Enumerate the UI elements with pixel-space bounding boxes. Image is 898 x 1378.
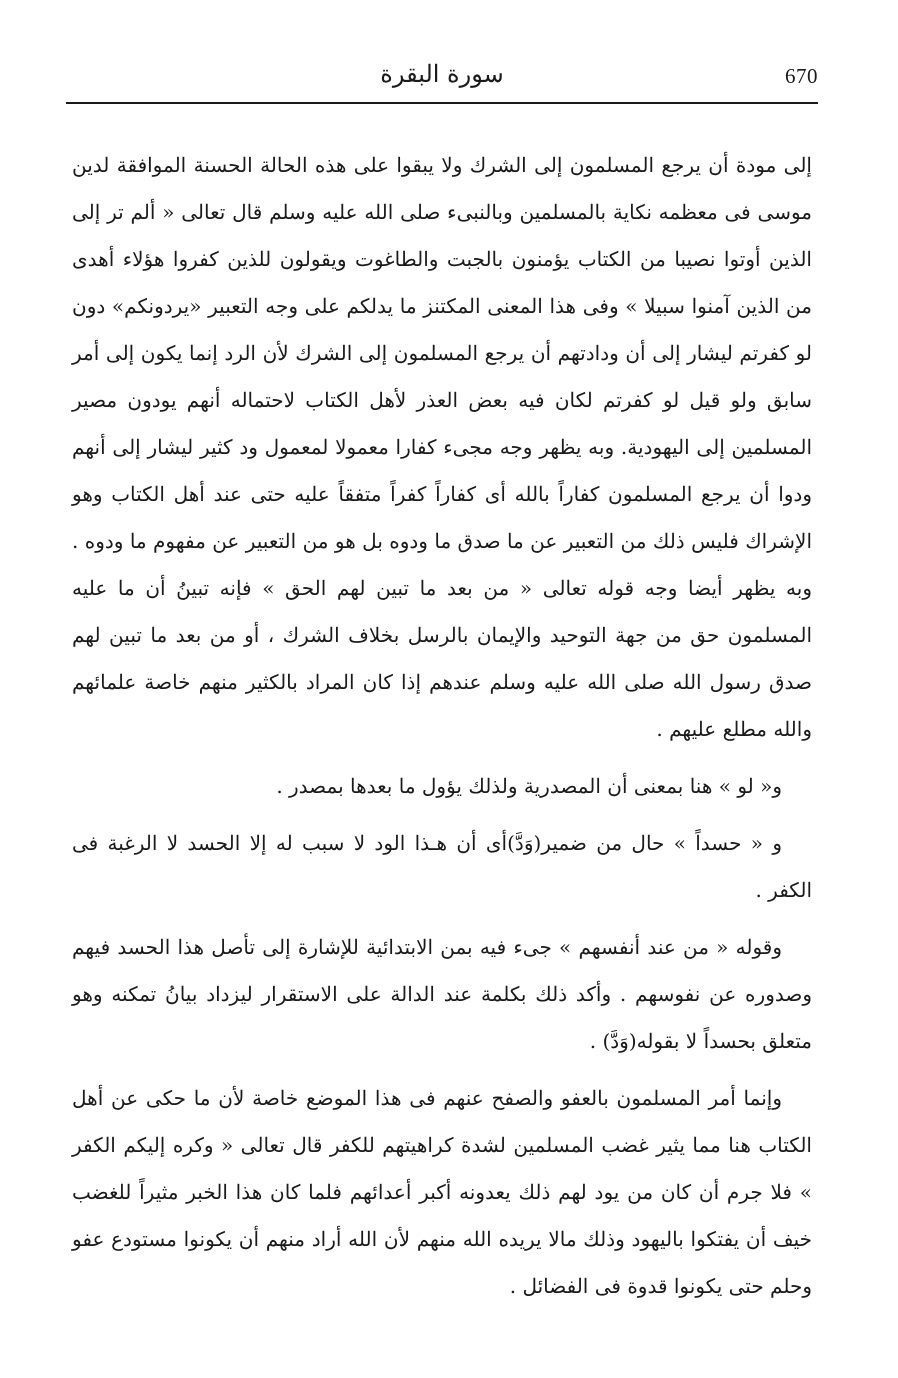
running-title: سورة البقرة [380, 60, 504, 88]
header-rule [66, 102, 818, 104]
paragraph-1: إلى مودة أن يرجع المسلمون إلى الشرك ولا يبقوا على هذه الحالة الحسنة الموافقة لدين موسى فى معظمه نكاية بالمسلمين وبالنبىء صلى الله عليه وسلم قال تعالى « ألم تر إلى الذين أوتوا نصيبا من الكتاب يؤمنون بالجبت والطاغوت ويقولون للذين كفروا هؤلاء أهدى من الذين آمنوا سبيلا » وفى هذا المعنى المكتنز ما يدلكم على وجه التعبير «يردونكم» دون لو كفرتم ليشار إلى أن ودادتهم أن يرجع المسلمون إلى الشرك لأن الرد إنما يكون إلى أمر سابق ولو قيل لو كفرتم لكان فيه بعض العذر لأهل الكتاب لاحتماله أنهم يودون مصير المسلمين إلى اليهودية. وبه يظهر وجه مجىء كفارا معمولا لمعمول ود كثير ليشار إلى أنهم ودوا أن يرجع المسلمون كفاراً بالله أى كفاراً كفراً متفقاً عليه حتى عند أهل الكتاب وهو الإشراك فليس ذلك من التعبير عن ما صدق ما ودوه بل هو من التعبير عن مفهوم ما ودوه . وبه يظهر أيضا وجه قوله تعالى « من بعد ما تبين لهم الحق » فإنه تبينُ أن ما عليه المسلمون حق من جهة التوحيد والإيمان بالرسل بخلاف الشرك ، أو من بعد ما تبين لهم صدق رسول الله صلى الله عليه وسلم عندهم إذا كان المراد بالكثير منهم خاصة علمائهم والله مطلع عليهم . [72, 153, 813, 741]
paragraph-5: وإنما أمر المسلمون بالعفو والصفح عنهم فى هذا الموضع خاصة لأن ما حكى عن أهل الكتاب هنا مما يثير غضب المسلمين لشدة كراهيتهم للكفر قال تعالى « وكره إليكم الكفر » فلا جرم أن كان من يود لهم ذلك يعدونه أكبر أعدائهم فلما كان هذا الخبر مثيراً للغضب خيف أن يفتكوا باليهود وذلك مالا يريده الله منهم لأن الله أراد منهم أن يكونوا مستودع عفو وحلم حتى يكونوا قدوة فى الفضائل . [72, 1086, 812, 1298]
page-header [66, 58, 818, 98]
page-number: 670 [785, 64, 818, 88]
paragraph-4: وقوله « من عند أنفسهم » جىء فيه بمن الابتدائية للإشارة إلى تأصل هذا الحسد فيهم وصدوره عن نفوسهم . وأكد ذلك بكلمة عند الدالة على الاستقرار ليزداد بيانُ تمكنه وهو متعلق بحسداً لا بقوله(وَدَّ) . [72, 935, 812, 1053]
body-text [72, 142, 812, 1310]
paragraph-2: و« لو » هنا بمعنى أن المصدرية ولذلك يؤول ما بعدها بمصدر . [276, 774, 782, 798]
paragraph-3: و « حسداً » حال من ضمير(وَدَّ)أى أن هـذا الود لا سبب له إلا الحسد لا الرغبة فى الكفر . [72, 831, 812, 902]
